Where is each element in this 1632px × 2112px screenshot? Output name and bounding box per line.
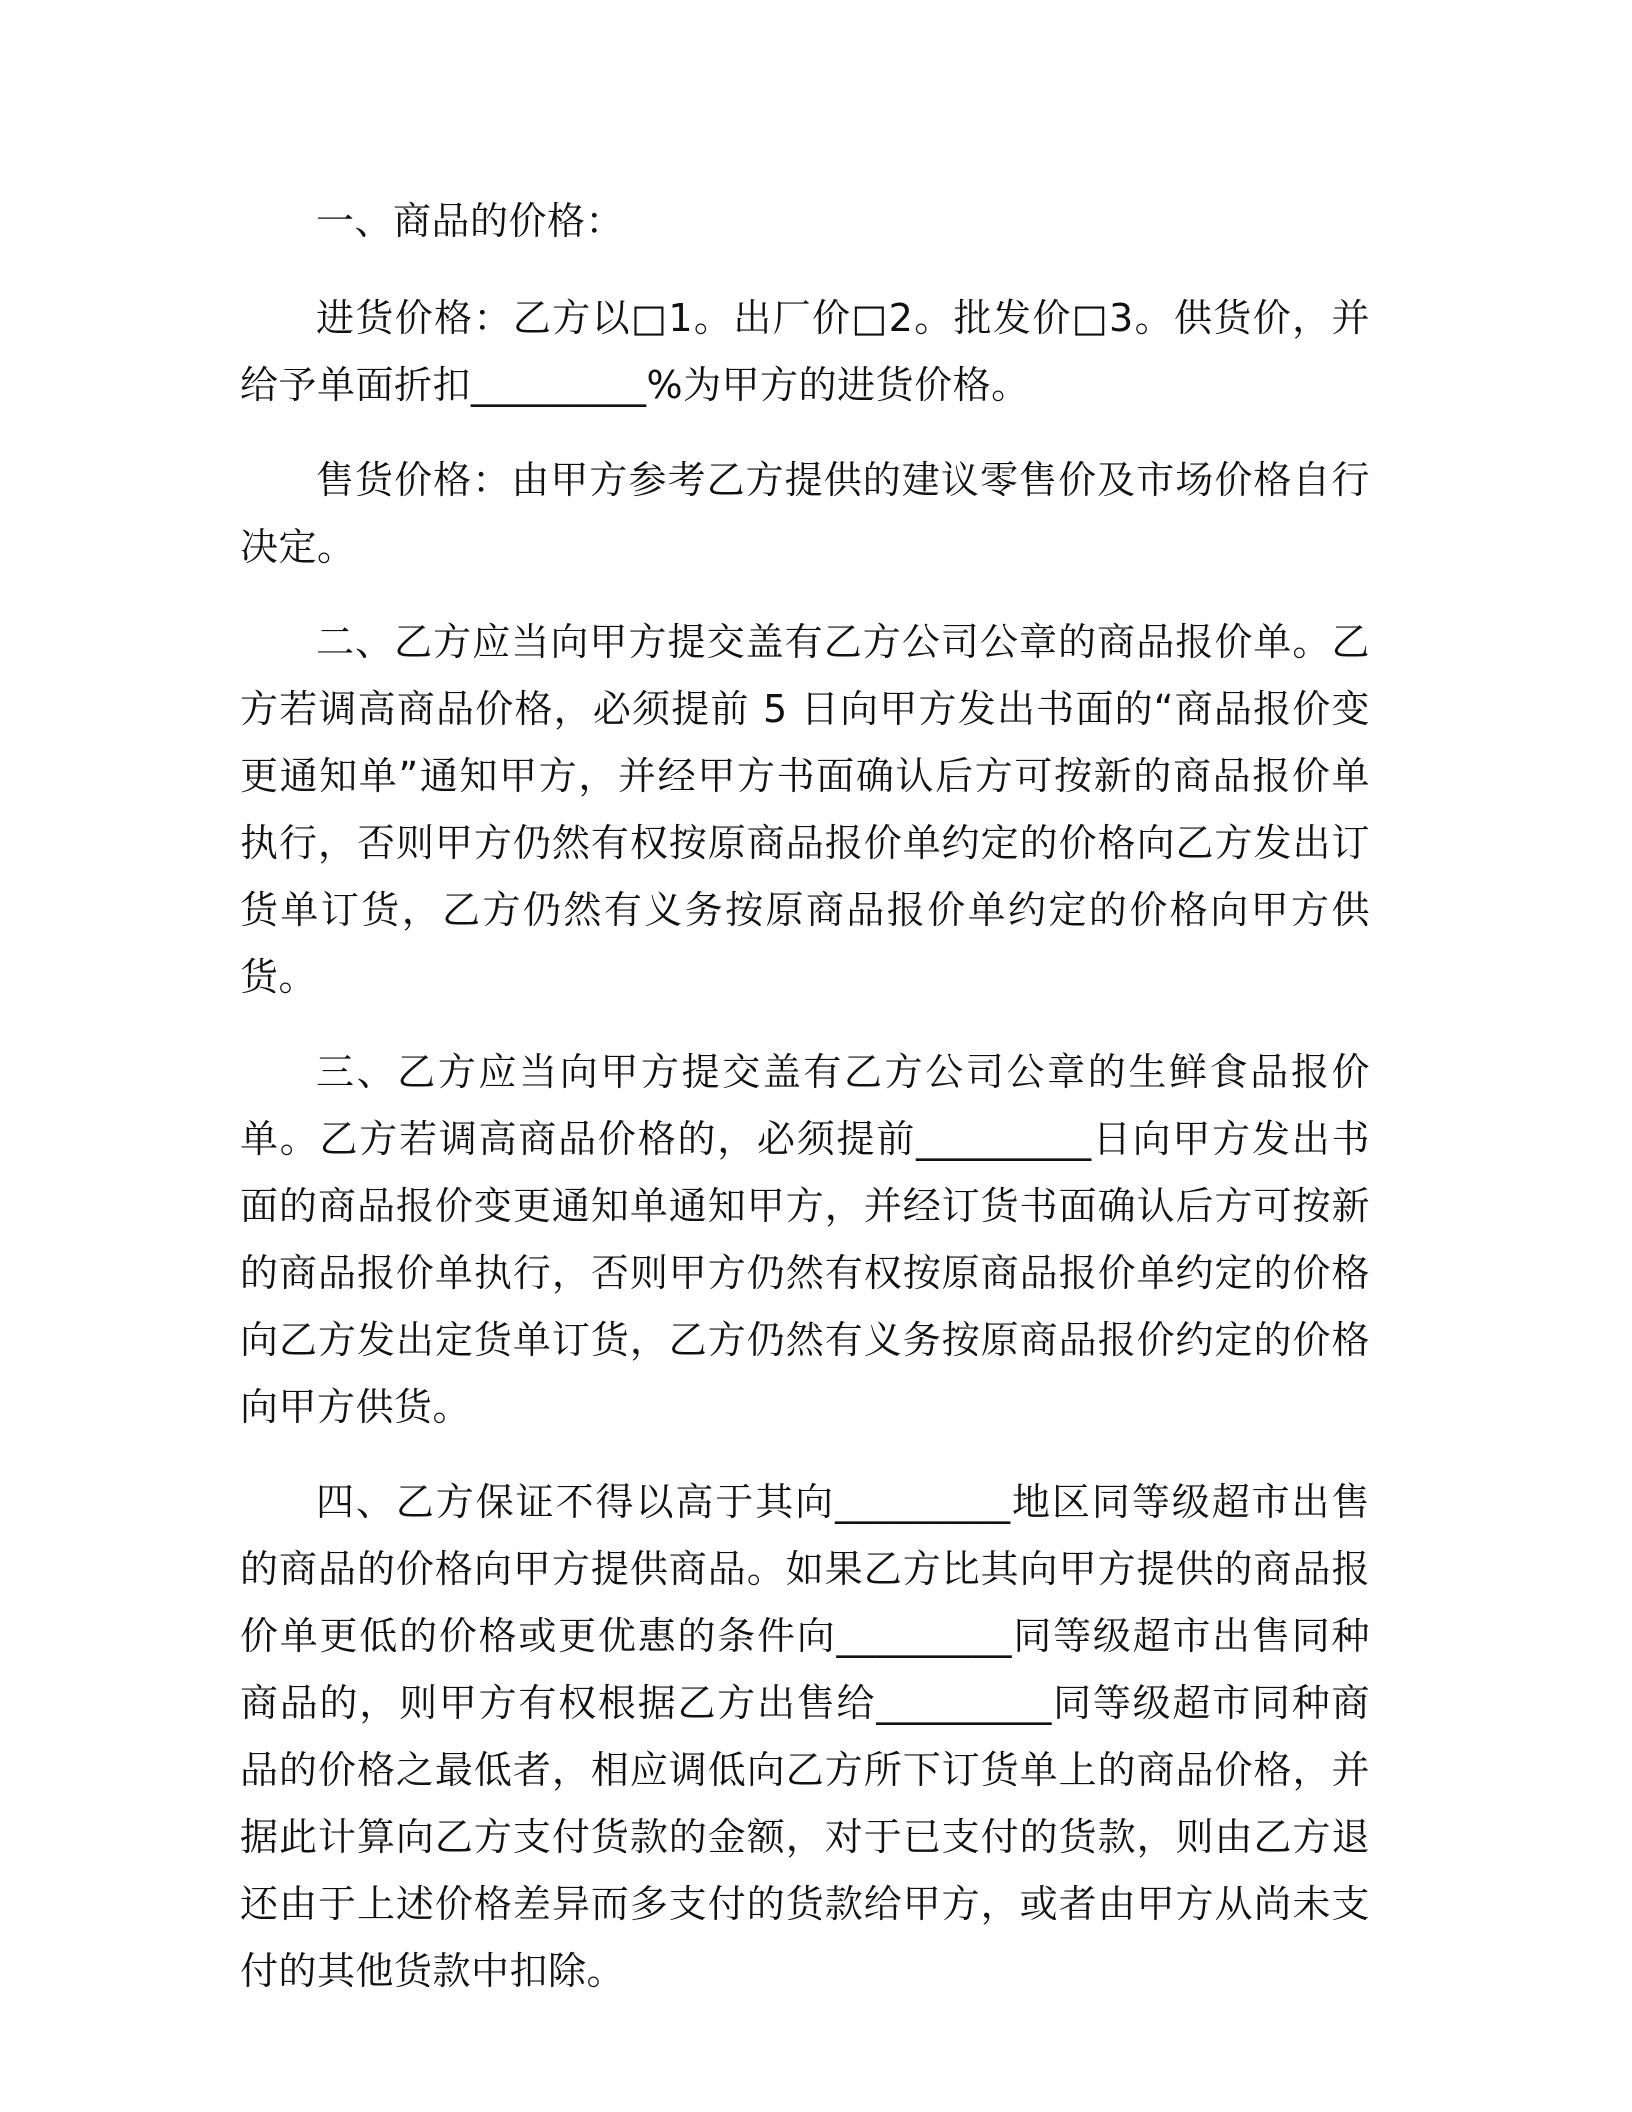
document-body — [240, 188, 1370, 2005]
clause-2-paragraph: 二、乙方应当向甲方提交盖有乙方公司公章的商品报价单。乙方若调高商品价格，必须提前 5 日向甲方发出书面的“商品报价变更通知单”通知甲方，并经甲方书面确认后方可按新的商品报价单执行，否则甲方仍然有权按原商品报价单约定的价格向乙方发出订货单订货，乙方仍然有义务按原商品报价单约定的价格向甲方供货。 — [240, 620, 1370, 999]
sale-price-paragraph: 售货价格：由甲方参考乙方提供的建议零售价及市场价格自行决定。 — [240, 458, 1370, 569]
clause-3-paragraph: 三、乙方应当向甲方提交盖有乙方公司公章的生鲜食品报价单。乙方若调高商品价格的，必须提前_________日向甲方发出书面的商品报价变更通知单通知甲方，并经订货书面确认后方可按新的商品报价单执行，否则甲方仍然有权按原商品报价单约定的价格向乙方发出定货单订货，乙方仍然有义务按原商品报价约定的价格向甲方供货。 — [240, 1050, 1370, 1429]
section-heading-price: 一、商品的价格： — [316, 199, 625, 243]
purchase-price-paragraph: 进货价格：乙方以□1。出厂价□2。批发价□3。供货价，并给予单面折扣_________%为甲方的进货价格。 — [240, 296, 1370, 407]
clause-4-paragraph: 四、乙方保证不得以高于其向_________地区同等级超市出售的商品的价格向甲方提供商品。如果乙方比其向甲方提供的商品报价单更低的价格或更优惠的条件向_________同等级超市出售同种商品的，则甲方有权根据乙方出售给_________同等级超市同种商品的价格之最低者，相应调低向乙方所下订货单上的商品价格，并据此计算向乙方支付货款的金额，对于已支付的货款，则由乙方退还由于上述价格差异而多支付的货款给甲方，或者由甲方从尚未支付的其他货款中扣除。 — [240, 1480, 1370, 1993]
